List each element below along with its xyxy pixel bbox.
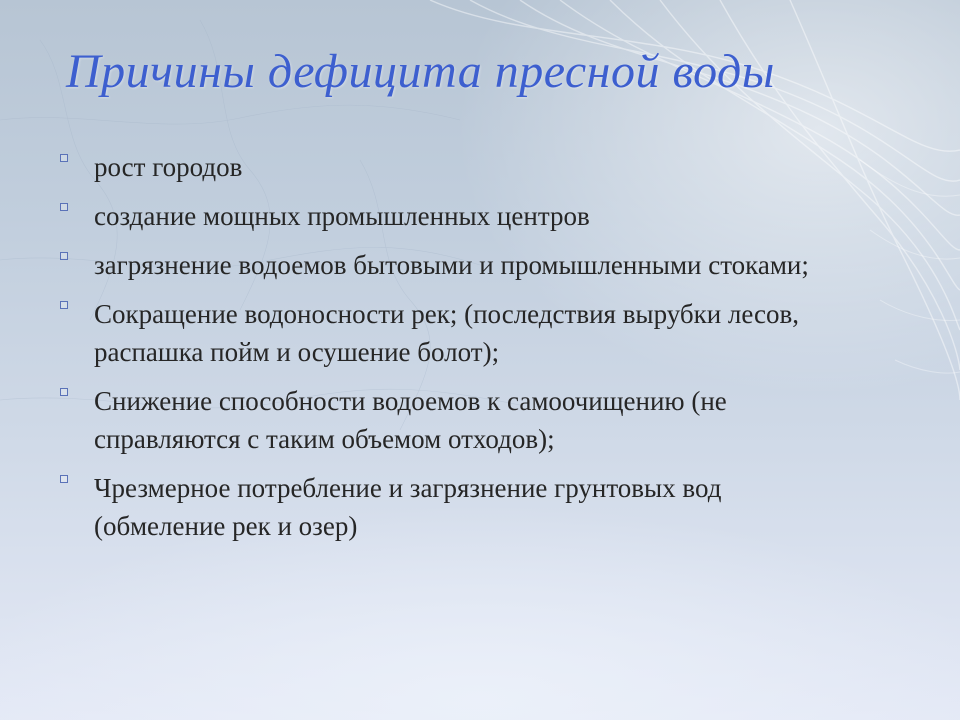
slide-title: Причины дефицита пресной воды xyxy=(66,45,775,98)
bullet-text: рост городов xyxy=(94,152,243,182)
bullet-text: Снижение способности водоемов к самоочищению (не справляются с таким объемом отходов); xyxy=(94,386,727,454)
hollow-square-icon xyxy=(60,252,68,260)
hollow-square-icon xyxy=(60,154,68,162)
list-item xyxy=(58,469,858,545)
bullet-text: Сокращение водоносности рек; (последствия вырубки лесов, распашка пойм и осушение болот); xyxy=(94,299,800,367)
bullet-text: Чрезмерное потребление и загрязнение грунтовых вод (обмеление рек и озер) xyxy=(94,473,722,541)
list-item xyxy=(58,197,858,235)
list-item xyxy=(58,382,858,458)
list-item xyxy=(58,246,858,284)
list-item xyxy=(58,295,858,371)
list-item xyxy=(58,148,858,186)
bullet-text: загрязнение водоемов бытовыми и промышленными стоками; xyxy=(94,250,809,280)
hollow-square-icon xyxy=(60,203,68,211)
bullet-text: создание мощных промышленных центров xyxy=(94,201,590,231)
hollow-square-icon xyxy=(60,301,68,309)
bullet-list xyxy=(58,148,858,556)
hollow-square-icon xyxy=(60,475,68,483)
hollow-square-icon xyxy=(60,388,68,396)
